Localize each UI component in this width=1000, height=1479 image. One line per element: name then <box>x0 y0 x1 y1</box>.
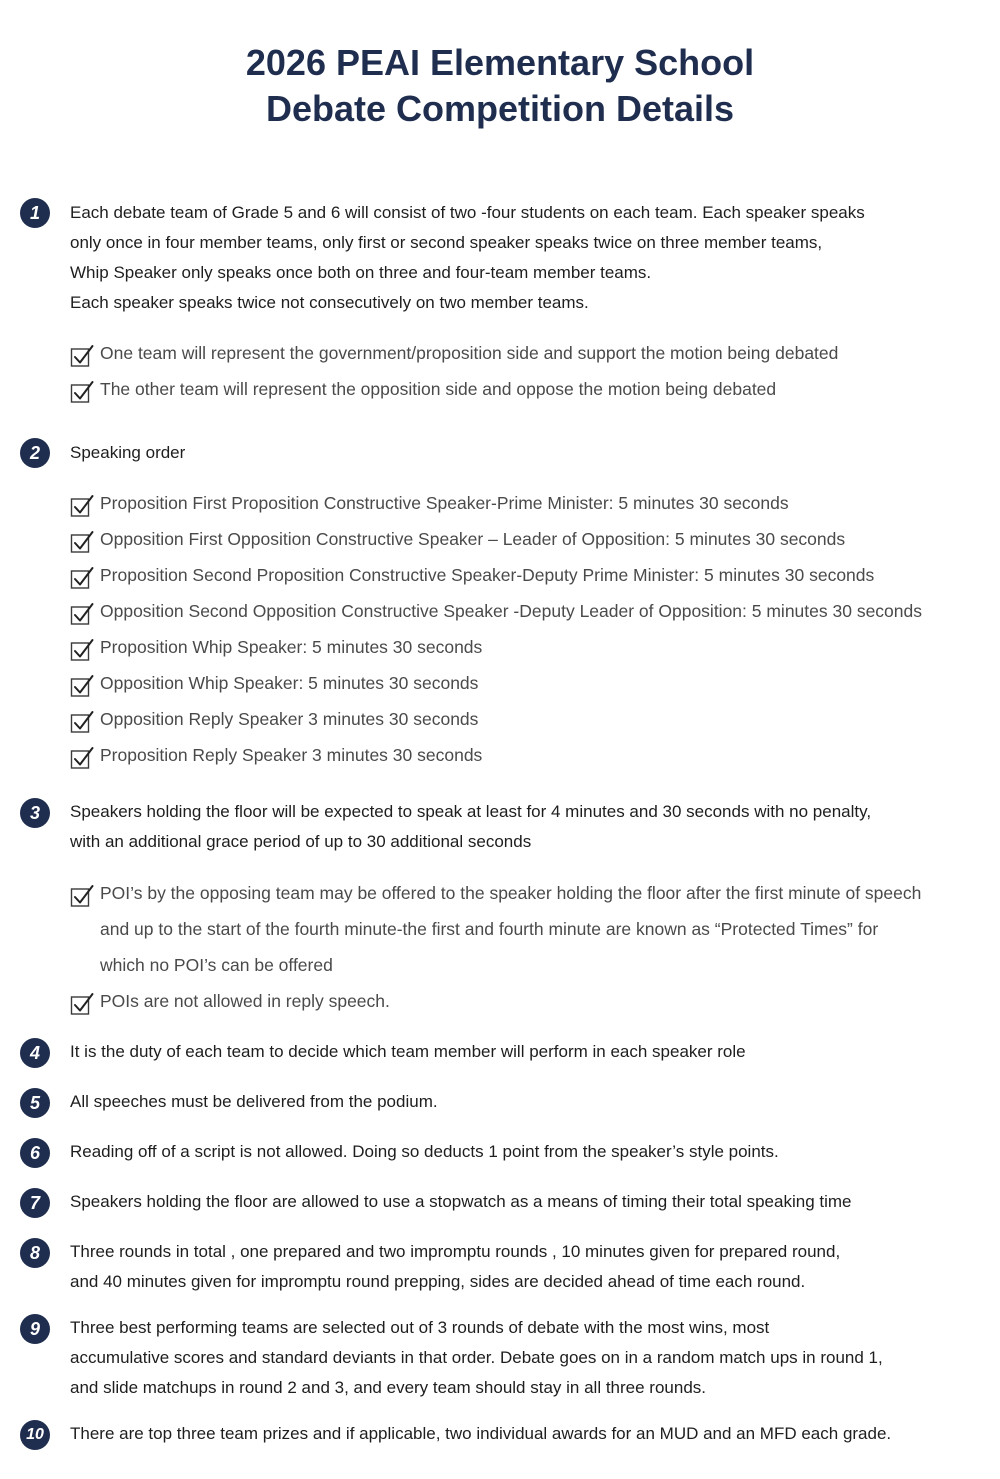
rule-text <box>70 1419 975 1449</box>
rule-text-line: Each speaker speaks twice not consecutively on two member teams. <box>70 293 589 312</box>
checkbox-checked-icon <box>70 380 94 404</box>
rule-number-badge: 8 <box>20 1238 50 1268</box>
checklist-item <box>70 875 975 983</box>
rule-text-line: Speakers holding the floor will be expected to speak at least for 4 minutes and 30 seconds with no penalty, <box>70 802 872 821</box>
checklist-item-text: Proposition First Proposition Constructive Speaker-Prime Minister: 5 minutes 30 seconds <box>100 493 789 513</box>
rule-number-badge: 10 <box>20 1420 50 1450</box>
checkbox-checked-icon <box>70 746 94 770</box>
checkbox-checked-icon <box>70 344 94 368</box>
rule-text-line: and slide matchups in round 2 and 3, and every team should stay in all three rounds. <box>70 1378 706 1397</box>
checklist-item <box>70 983 975 1019</box>
checklist-item <box>70 737 975 773</box>
checkbox-checked-icon <box>70 638 94 662</box>
rule-text <box>70 1237 975 1297</box>
rule-text-line: accumulative scores and standard deviants in that order. Debate goes on in a random match ups in round 1, <box>70 1348 883 1367</box>
checklist-item <box>70 629 975 665</box>
checklist-item-text: Opposition First Opposition Constructive Speaker – Leader of Opposition: 5 minutes 30 seconds <box>100 529 846 549</box>
checklist-item <box>70 593 975 629</box>
rule-text <box>70 1313 975 1403</box>
checklist-item <box>70 701 975 737</box>
checkbox-checked-icon <box>70 674 94 698</box>
rule-number-badge: 6 <box>20 1138 50 1168</box>
page-title-line-2: Debate Competition Details <box>265 88 735 129</box>
checkbox-checked-icon <box>70 710 94 734</box>
rule-number-badge: 2 <box>20 438 50 468</box>
rule-text-line: with an additional grace period of up to 30 additional seconds <box>70 832 532 851</box>
rule-text-line: All speeches must be delivered from the podium. <box>70 1092 438 1111</box>
rule-number-badge: 4 <box>20 1038 50 1068</box>
checklist-item-text: Proposition Whip Speaker: 5 minutes 30 seconds <box>100 637 483 657</box>
rule-text-line: There are top three team prizes and if applicable, two individual awards for an MUD and an MFD each grade. <box>70 1424 892 1443</box>
checklist-item-text: Proposition Second Proposition Constructive Speaker-Deputy Prime Minister: 5 minutes 30 seconds <box>100 565 875 585</box>
rule-text <box>70 438 975 468</box>
checklist-item-text: The other team will represent the opposition side and oppose the motion being debated <box>100 379 777 399</box>
checklist-item-text: which no POI’s can be offered <box>100 955 333 975</box>
checklist-item <box>70 485 975 521</box>
checkbox-checked-icon <box>70 884 94 908</box>
rule-text-line: Speakers holding the floor are allowed to use a stopwatch as a means of timing their total speaking time <box>70 1192 852 1211</box>
rule-text <box>70 797 975 857</box>
rule-text <box>70 1037 975 1067</box>
rule-text <box>70 1087 975 1117</box>
checklist-item-text: Opposition Second Opposition Constructive Speaker -Deputy Leader of Opposition: 5 minutes 30 seconds <box>100 601 923 621</box>
checkbox-checked-icon <box>70 992 94 1016</box>
rule-number-badge: 3 <box>20 798 50 828</box>
checklist-item-text: One team will represent the government/proposition side and support the motion being debated <box>100 343 839 363</box>
checklist-item-text: Opposition Reply Speaker 3 minutes 30 seconds <box>100 709 479 729</box>
rule-text <box>70 1187 975 1217</box>
checkbox-checked-icon <box>70 530 94 554</box>
checklist-item-text: Opposition Whip Speaker: 5 minutes 30 seconds <box>100 673 479 693</box>
checklist-item <box>70 335 975 371</box>
checkbox-checked-icon <box>70 494 94 518</box>
rule-text-line: Reading off of a script is not allowed. Doing so deducts 1 point from the speaker’s style points. <box>70 1142 779 1161</box>
rule-text-line: Whip Speaker only speaks once both on three and four-team member teams. <box>70 263 652 282</box>
rule-number-badge: 7 <box>20 1188 50 1218</box>
page-title-line-1: 2026 PEAI Elementary School <box>245 42 755 83</box>
rule-text-line: Speaking order <box>70 443 186 462</box>
checkbox-checked-icon <box>70 566 94 590</box>
checklist-item <box>70 521 975 557</box>
page-title <box>0 40 1000 132</box>
rule-text <box>70 198 975 318</box>
rule-text-line: It is the duty of each team to decide which team member will perform in each speaker role <box>70 1042 746 1061</box>
rule-number-badge: 1 <box>20 198 50 228</box>
rule-text-line: only once in four member teams, only first or second speaker speaks twice on three member teams, <box>70 233 823 252</box>
checklist-item <box>70 371 975 407</box>
rule-text-line: Each debate team of Grade 5 and 6 will consist of two -four students on each team. Each speaker speaks <box>70 203 865 222</box>
checklist-item-text: POIs are not allowed in reply speech. <box>100 991 390 1011</box>
rule-text <box>70 1137 975 1167</box>
checklist-item-text: POI’s by the opposing team may be offered to the speaker holding the floor after the first minute of speech <box>100 883 922 903</box>
rule-number-badge: 5 <box>20 1088 50 1118</box>
checkbox-checked-icon <box>70 602 94 626</box>
rule-text-line: and 40 minutes given for impromptu round prepping, sides are decided ahead of time each round. <box>70 1272 806 1291</box>
checklist-item <box>70 665 975 701</box>
rule-text-line: Three best performing teams are selected out of 3 rounds of debate with the most wins, most <box>70 1318 770 1337</box>
checklist-item <box>70 557 975 593</box>
rule-number-badge: 9 <box>20 1314 50 1344</box>
checklist-item-text: Proposition Reply Speaker 3 minutes 30 seconds <box>100 745 483 765</box>
rule-text-line: Three rounds in total , one prepared and two impromptu rounds , 10 minutes given for prepared round, <box>70 1242 841 1261</box>
checklist-item-text: and up to the start of the fourth minute-the first and fourth minute are known as “Protected Times” for <box>100 919 879 939</box>
